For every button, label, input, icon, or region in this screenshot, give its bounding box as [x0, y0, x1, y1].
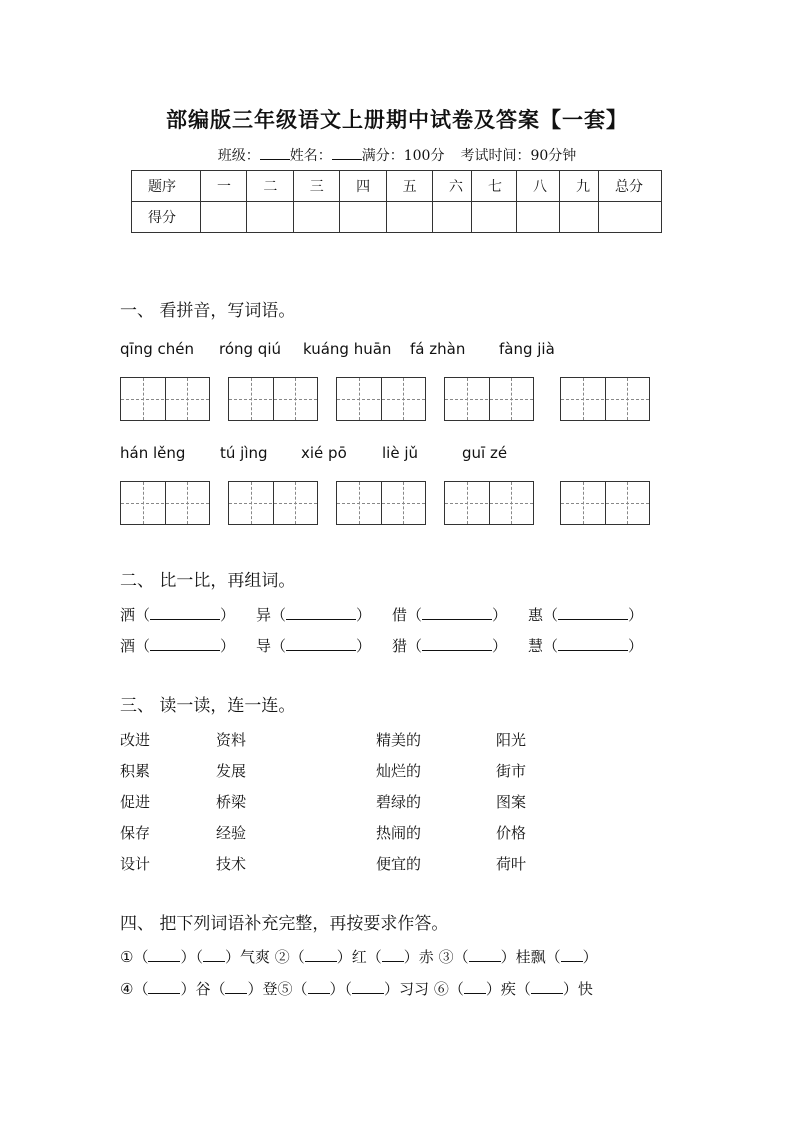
answer-blank[interactable] [422, 605, 492, 620]
score-table-header-row [132, 171, 662, 202]
match-word[interactable]: 街市 [496, 762, 527, 780]
pinyin-label: hán lěng [120, 444, 186, 462]
compare-item [392, 635, 507, 656]
idiom-row-1: ①（ ）（ ）气爽 ②（ ）红（ ）赤 ③（ ）桂飘（ ） [120, 948, 598, 966]
answer-blank[interactable] [352, 980, 384, 994]
char: 慧 [528, 637, 544, 655]
writing-grid[interactable] [228, 377, 318, 421]
match-word[interactable]: 经验 [216, 824, 247, 842]
match-word[interactable]: 精美的 [376, 731, 422, 749]
score-cell[interactable] [386, 202, 432, 233]
char: 惠 [528, 606, 544, 624]
char: 导 [256, 637, 272, 655]
close-paren: ） [492, 637, 508, 655]
match-word[interactable]: 改进 [120, 731, 151, 749]
close-paren: ） [628, 637, 644, 655]
writing-grid[interactable] [120, 481, 210, 525]
class-blank[interactable] [260, 146, 290, 160]
open-paren: （ [407, 637, 423, 655]
score-cell[interactable] [599, 202, 662, 233]
answer-blank[interactable] [148, 980, 180, 994]
answer-blank[interactable] [150, 605, 220, 620]
answer-blank[interactable] [308, 980, 330, 994]
header-cell: 七 [472, 171, 517, 202]
writing-grid[interactable] [444, 481, 534, 525]
score-cell[interactable] [293, 202, 339, 233]
header-cell: 一 [201, 171, 247, 202]
answer-blank[interactable] [422, 636, 492, 651]
score-cell[interactable] [472, 202, 517, 233]
pinyin-label: xié pō [301, 444, 347, 462]
header-cell: 三 [293, 171, 339, 202]
answer-blank[interactable] [561, 948, 583, 962]
answer-blank[interactable] [382, 948, 404, 962]
match-word[interactable]: 碧绿的 [376, 793, 422, 811]
match-word[interactable]: 资料 [216, 731, 247, 749]
match-word[interactable]: 价格 [496, 824, 527, 842]
open-paren: （ [543, 606, 559, 624]
answer-blank[interactable] [469, 948, 501, 962]
compare-item [120, 635, 235, 656]
close-paren: ） [356, 637, 372, 655]
match-word[interactable]: 技术 [216, 855, 247, 873]
pinyin-label: guī zé [462, 444, 508, 462]
char: 酒 [120, 637, 136, 655]
section-4-title: 四、 把下列词语补充完整，再按要求作答。 [120, 914, 449, 934]
writing-grid[interactable] [444, 377, 534, 421]
section-2-title: 二、 比一比，再组词。 [120, 571, 296, 591]
match-word[interactable]: 便宜的 [376, 855, 422, 873]
answer-blank[interactable] [558, 605, 628, 620]
char: 异 [256, 606, 272, 624]
close-paren: ） [628, 606, 644, 624]
match-word[interactable]: 阳光 [496, 731, 527, 749]
match-word[interactable]: 灿烂的 [376, 762, 422, 780]
full-score: 满分：100分 [361, 148, 445, 164]
writing-grid[interactable] [336, 377, 426, 421]
answer-blank[interactable] [148, 948, 180, 962]
answer-blank[interactable] [558, 636, 628, 651]
open-paren: （ [271, 637, 287, 655]
writing-grid[interactable] [560, 377, 650, 421]
name-label: 姓名： [289, 148, 332, 164]
class-label: 班级： [217, 148, 260, 164]
score-table-score-row [132, 202, 662, 233]
score-cell[interactable] [247, 202, 293, 233]
pinyin-label: fá zhàn [410, 340, 466, 358]
name-blank[interactable] [332, 146, 362, 160]
match-word[interactable]: 桥梁 [216, 793, 247, 811]
char: 借 [392, 606, 408, 624]
pinyin-label: fàng jià [499, 340, 555, 358]
compare-item [392, 604, 507, 625]
match-word[interactable]: 设计 [120, 855, 151, 873]
header-cell: 四 [340, 171, 386, 202]
close-paren: ） [492, 606, 508, 624]
header-cell: 总分 [599, 171, 662, 202]
header-cell: 二 [247, 171, 293, 202]
close-paren: ） [220, 637, 236, 655]
open-paren: （ [271, 606, 287, 624]
answer-blank[interactable] [305, 948, 337, 962]
match-word[interactable]: 荷叶 [496, 855, 527, 873]
answer-blank[interactable] [286, 605, 356, 620]
score-cell[interactable] [433, 202, 472, 233]
close-paren: ） [356, 606, 372, 624]
open-paren: （ [135, 637, 151, 655]
answer-blank[interactable] [203, 948, 225, 962]
header-cell: 八 [517, 171, 560, 202]
score-table [131, 170, 662, 233]
pinyin-label: kuáng huān [303, 340, 392, 358]
open-paren: （ [135, 606, 151, 624]
close-paren: ） [220, 606, 236, 624]
header-cell: 六 [433, 171, 472, 202]
writing-grid[interactable] [120, 377, 210, 421]
match-word[interactable]: 图案 [496, 793, 527, 811]
idiom-row-2: ④（ ）谷（ ）登⑤（ ）（ ）习习 ⑥（ ）疾（ ）快 [120, 980, 593, 998]
exam-time: 考试时间：90分钟 [460, 148, 577, 164]
score-cell[interactable] [201, 202, 247, 233]
answer-blank[interactable] [150, 636, 220, 651]
match-word[interactable]: 保存 [120, 824, 151, 842]
open-paren: （ [407, 606, 423, 624]
score-cell[interactable] [560, 202, 599, 233]
answer-blank[interactable] [464, 980, 486, 994]
pinyin-label: róng qiú [219, 340, 282, 358]
char: 猎 [392, 637, 408, 655]
match-word[interactable]: 热闹的 [376, 824, 422, 842]
open-paren: （ [543, 637, 559, 655]
page-title: 部编版三年级语文上册期中试卷及答案【一套】 [166, 107, 628, 132]
pinyin-label: liè jǔ [382, 444, 419, 462]
score-row-label: 得分 [132, 202, 201, 233]
score-cell[interactable] [340, 202, 386, 233]
header-cell: 九 [560, 171, 599, 202]
header-cell: 题序 [132, 171, 201, 202]
match-word[interactable]: 促进 [120, 793, 151, 811]
answer-blank[interactable] [286, 636, 356, 651]
char: 洒 [120, 606, 136, 624]
writing-grid[interactable] [560, 481, 650, 525]
compare-item [120, 604, 235, 625]
section-1-title: 一、 看拼音，写词语。 [120, 301, 296, 321]
compare-item [528, 635, 643, 656]
writing-grid[interactable] [336, 481, 426, 525]
match-word[interactable]: 积累 [120, 762, 151, 780]
pinyin-label: tú jìng [220, 444, 268, 462]
exam-info [0, 145, 794, 165]
score-cell[interactable] [517, 202, 560, 233]
header-cell: 五 [386, 171, 432, 202]
answer-blank[interactable] [225, 980, 247, 994]
writing-grid[interactable] [228, 481, 318, 525]
match-word[interactable]: 发展 [216, 762, 247, 780]
pinyin-label: qīng chén [120, 340, 194, 358]
section-3-title: 三、 读一读，连一连。 [120, 696, 296, 716]
answer-blank[interactable] [531, 980, 563, 994]
compare-item [256, 604, 371, 625]
compare-item [528, 604, 643, 625]
compare-item [256, 635, 371, 656]
